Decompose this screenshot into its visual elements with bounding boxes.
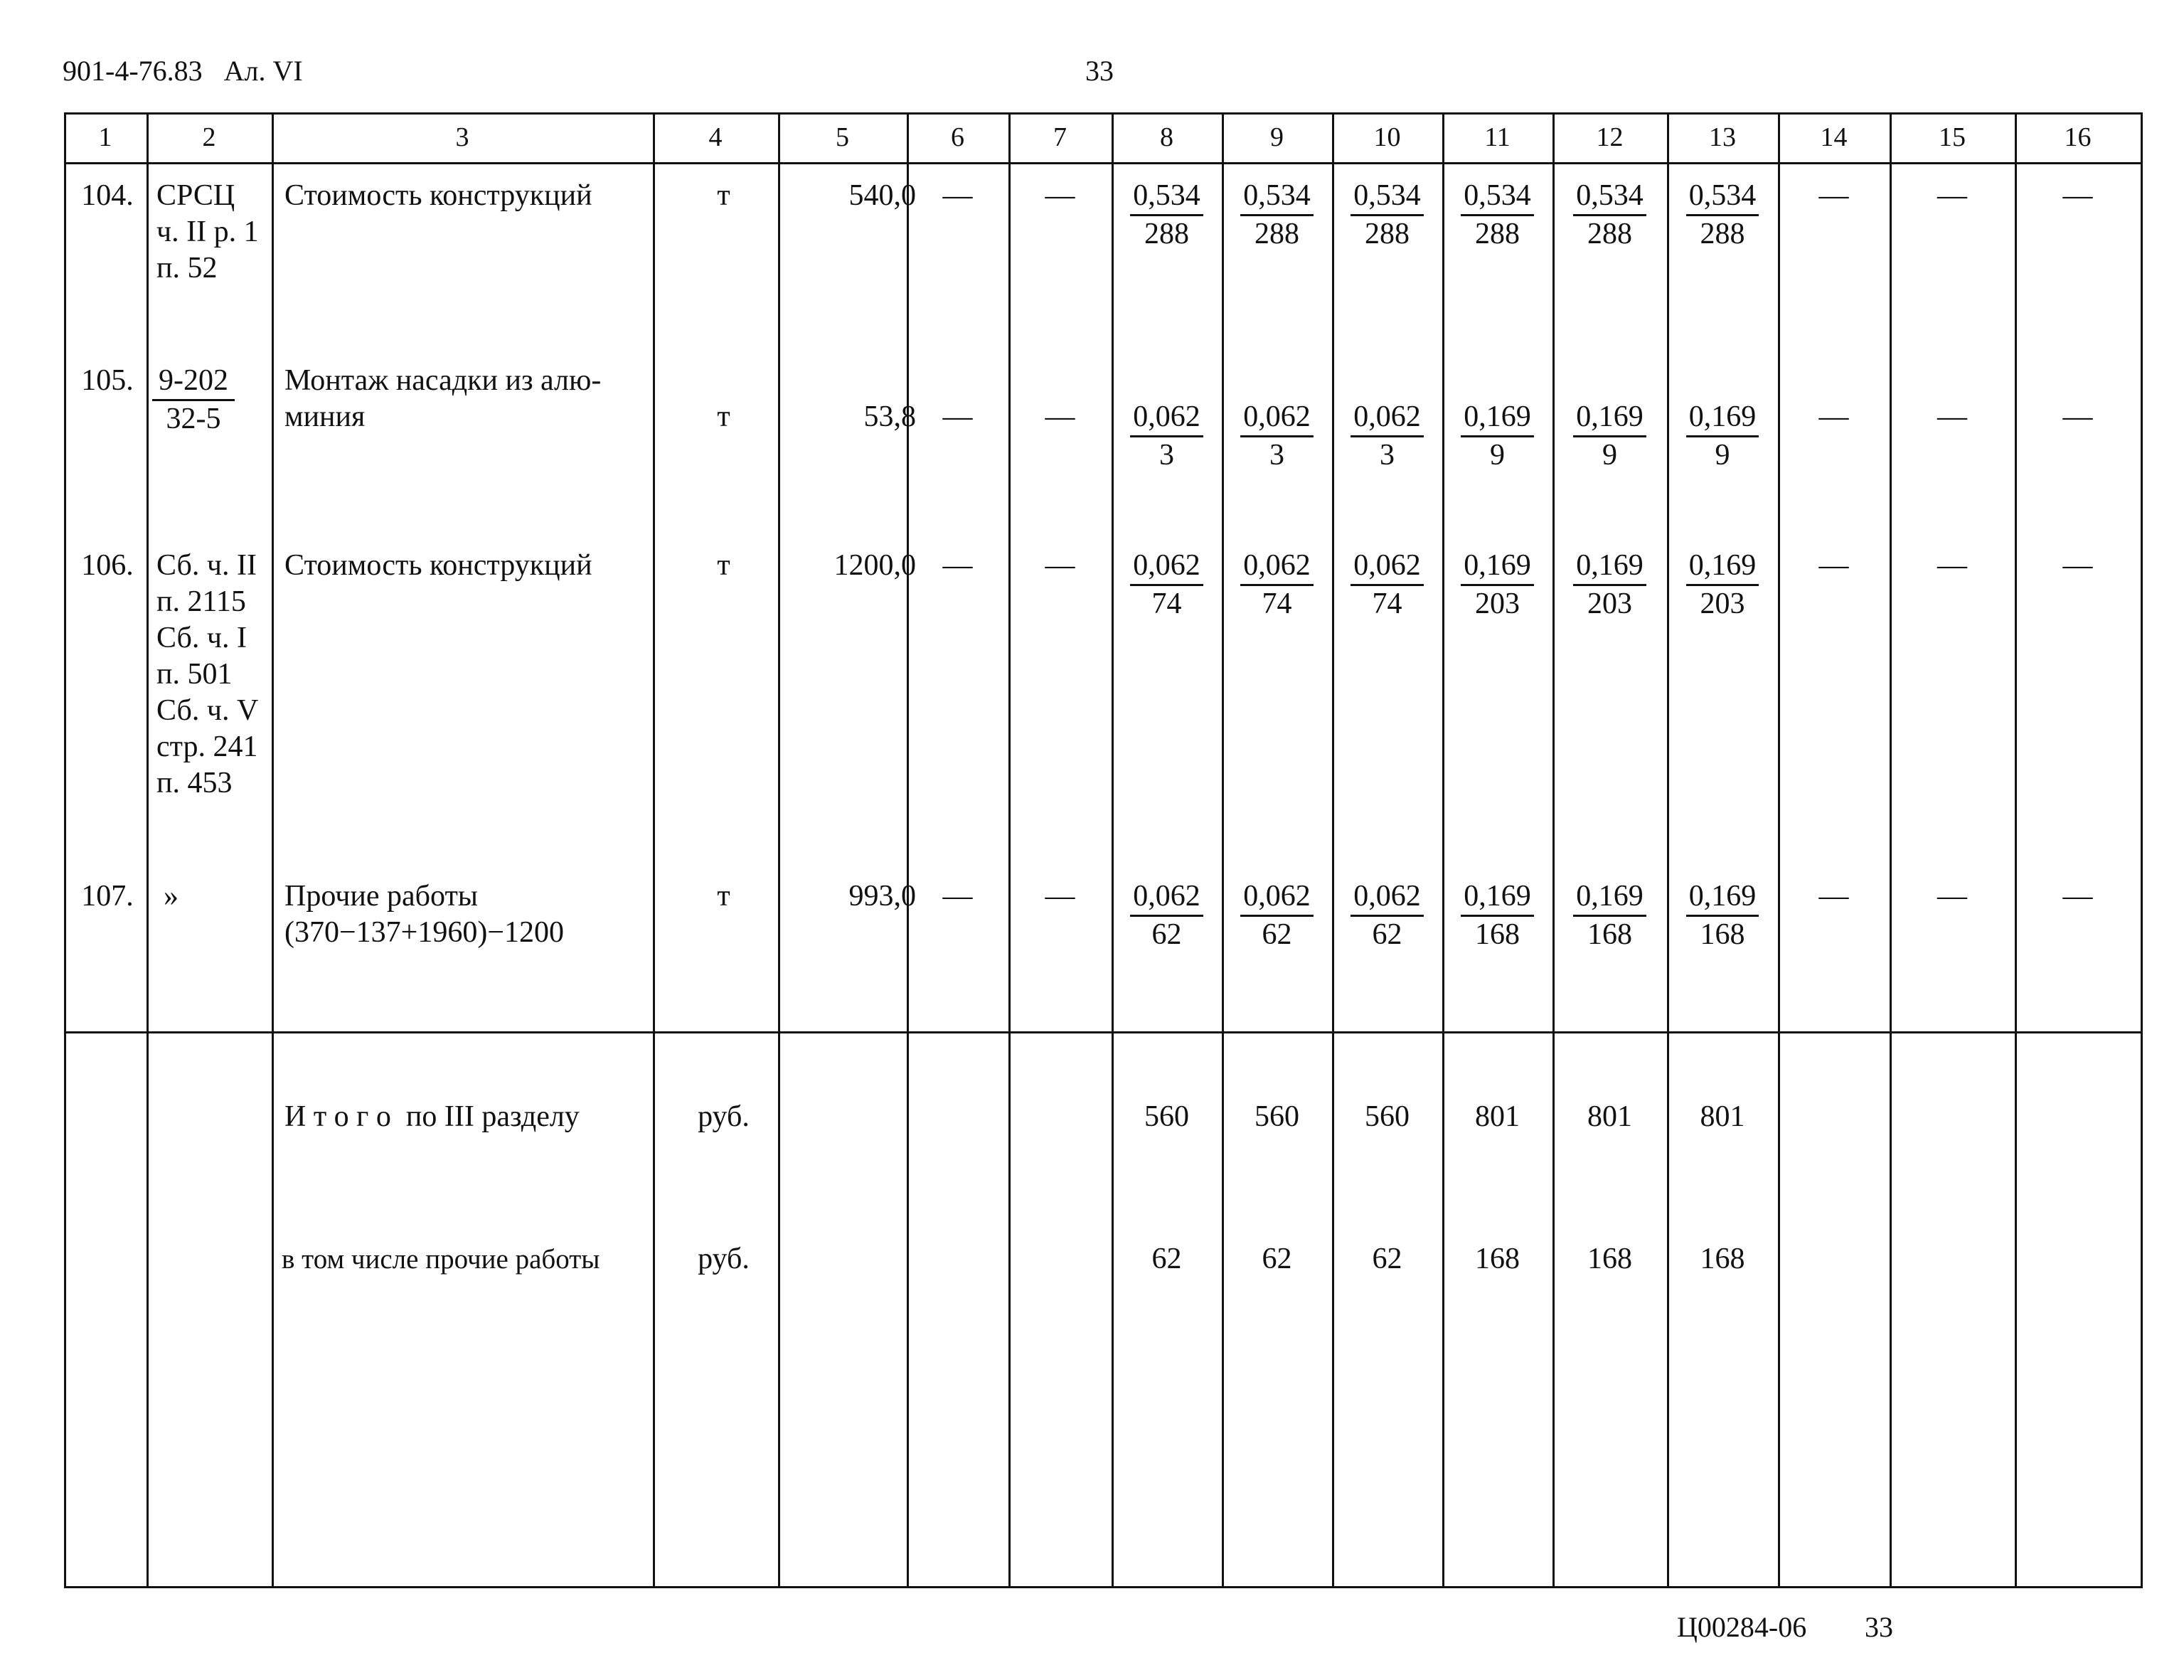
dash-col-7: — (1045, 400, 1075, 433)
column-rule-5 (907, 112, 909, 1588)
section-total-label: И т о г о по III разделу (284, 1100, 580, 1133)
fraction-numerator: 0,062 (1130, 399, 1203, 437)
fraction-numerator: 0,534 (1573, 178, 1646, 216)
column-header-13: 13 (1709, 122, 1736, 152)
fraction-denominator: 288 (1475, 218, 1520, 250)
norm-reference-bottom: 32-5 (166, 403, 221, 435)
fraction-denominator: 74 (1372, 588, 1402, 620)
work-description-line: (370−137+1960)−1200 (284, 916, 565, 949)
norm-reference-line: Сб. ч. II (156, 549, 257, 582)
cost-fraction-col-10 (1332, 548, 1442, 622)
quantity: 993,0 (848, 880, 916, 913)
column-rule-10 (1442, 112, 1444, 1588)
fraction-denominator: 9 (1490, 439, 1505, 472)
norm-reference-line: стр. 241 (156, 730, 258, 763)
quantity: 1200,0 (833, 549, 916, 582)
norm-reference-line: п. 52 (156, 252, 218, 285)
fraction-numerator: 0,062 (1351, 878, 1424, 917)
fraction-denominator: 288 (1255, 218, 1299, 250)
cost-fraction-col-8 (1112, 548, 1222, 622)
column-header-12: 12 (1596, 122, 1624, 152)
fraction-numerator: 0,169 (1461, 878, 1534, 917)
norm-reference-line: Сб. ч. I (156, 622, 247, 654)
cost-fraction-col-9 (1222, 178, 1332, 252)
dash-col-15: — (1937, 549, 1967, 582)
dash-col-14: — (1818, 179, 1849, 212)
unit-of-measure: т (717, 880, 730, 913)
total-value-col-13: 168 (1700, 1243, 1745, 1275)
quantity: 540,0 (848, 179, 916, 212)
dash-col-15: — (1937, 880, 1967, 913)
fraction-denominator: 3 (1159, 439, 1174, 472)
dash-col-16: — (2062, 400, 2093, 433)
work-description-line: Стоимость конструкций (284, 549, 592, 582)
column-rule-4 (778, 112, 780, 1588)
cost-fraction-col-12 (1552, 878, 1667, 953)
row-number: 107. (81, 880, 134, 913)
fraction-numerator: 0,169 (1461, 548, 1534, 586)
norm-reference-line: ч. II р. 1 (156, 216, 259, 248)
dash-col-14: — (1818, 880, 1849, 913)
dash-col-7: — (1045, 880, 1075, 913)
dash-col-6: — (942, 400, 973, 433)
unit-of-measure: т (717, 179, 730, 212)
dash-col-7: — (1045, 179, 1075, 212)
total-value-col-11: 801 (1475, 1100, 1520, 1133)
dash-col-15: — (1937, 179, 1967, 212)
total-value-col-8: 560 (1144, 1100, 1189, 1133)
dash-col-6: — (942, 880, 973, 913)
dash-col-7: — (1045, 549, 1075, 582)
cost-fraction-col-11 (1442, 178, 1552, 252)
norm-reference-line: п. 453 (156, 767, 233, 799)
table-bottom-border (64, 1586, 2143, 1588)
column-rule-12 (1667, 112, 1669, 1588)
column-rule-2 (272, 112, 274, 1588)
column-header-15: 15 (1939, 122, 1966, 152)
section-rule (64, 1031, 2143, 1033)
column-rule-16 (2141, 112, 2143, 1588)
column-rule-1 (147, 112, 149, 1588)
quantity: 53,8 (863, 400, 916, 433)
total-value-col-9: 560 (1255, 1100, 1299, 1133)
other-works-total-label: в том числе прочие работы (282, 1244, 600, 1275)
header-bottom-rule (64, 162, 2143, 164)
fraction-numerator: 0,534 (1130, 178, 1203, 216)
total-value-col-8: 62 (1151, 1243, 1182, 1275)
column-header-4: 4 (708, 122, 723, 152)
cost-fraction-col-8 (1112, 178, 1222, 252)
dash-col-14: — (1818, 400, 1849, 433)
cost-fraction-col-12 (1552, 178, 1667, 252)
column-rule-3 (653, 112, 655, 1588)
fraction-numerator: 0,169 (1686, 878, 1759, 917)
column-header-9: 9 (1270, 122, 1284, 152)
fraction-numerator: 0,169 (1686, 548, 1759, 586)
page-number: 33 (1085, 55, 1114, 87)
dash-col-16: — (2062, 880, 2093, 913)
fraction-denominator: 203 (1587, 588, 1632, 620)
column-header-16: 16 (2064, 122, 2092, 152)
fraction-denominator: 168 (1700, 918, 1745, 951)
document-code (63, 57, 303, 85)
fraction-numerator: 0,534 (1461, 178, 1534, 216)
fraction-numerator: 0,062 (1351, 399, 1424, 437)
total-value-col-12: 168 (1587, 1243, 1632, 1275)
total-value-col-10: 560 (1365, 1100, 1410, 1133)
column-rule-6 (1008, 112, 1011, 1588)
dash-col-16: — (2062, 549, 2093, 582)
fraction-denominator: 3 (1269, 439, 1284, 472)
fraction-numerator: 0,534 (1686, 178, 1759, 216)
cost-fraction-col-13 (1667, 878, 1778, 953)
dash-col-16: — (2062, 179, 2093, 212)
fraction-numerator: 0,169 (1573, 878, 1646, 917)
total-value-col-10: 62 (1372, 1243, 1402, 1275)
cost-fraction-col-9 (1222, 399, 1332, 474)
fraction-denominator: 62 (1262, 918, 1292, 951)
dash-col-6: — (942, 179, 973, 212)
fraction-numerator: 0,169 (1573, 548, 1646, 586)
work-description-line: Стоимость конструкций (284, 179, 592, 212)
fraction-numerator: 0,169 (1686, 399, 1759, 437)
norm-reference-line: СРСЦ (156, 179, 235, 212)
cost-fraction-col-9 (1222, 878, 1332, 953)
fraction-denominator: 74 (1262, 588, 1292, 620)
column-rule-11 (1552, 112, 1555, 1588)
cost-fraction-col-8 (1112, 399, 1222, 474)
fraction-numerator: 0,534 (1240, 178, 1314, 216)
fraction-denominator: 288 (1365, 218, 1410, 250)
column-rule-14 (1890, 112, 1892, 1588)
column-header-8: 8 (1160, 122, 1173, 152)
column-header-10: 10 (1373, 122, 1401, 152)
unit-of-measure: т (717, 400, 730, 433)
norm-reference-line: » (164, 880, 179, 913)
document-number: 901-4-76.83 (63, 55, 203, 87)
fraction-numerator: 0,062 (1240, 399, 1314, 437)
fraction-numerator: 0,062 (1130, 548, 1203, 586)
column-header-7: 7 (1053, 122, 1067, 152)
fraction-denominator: 168 (1475, 918, 1520, 951)
cost-fraction-col-8 (1112, 878, 1222, 953)
cost-fraction-col-12 (1552, 399, 1667, 474)
column-header-6: 6 (951, 122, 964, 152)
cost-fraction-col-10 (1332, 178, 1442, 252)
fraction-denominator: 288 (1144, 218, 1189, 250)
row-number: 104. (81, 179, 134, 212)
fraction-denominator: 62 (1372, 918, 1402, 951)
row-number: 106. (81, 549, 134, 582)
total-unit: руб. (698, 1243, 750, 1275)
footer-page-number: 33 (1865, 1611, 1893, 1643)
norm-reference-line: п. 501 (156, 658, 233, 691)
fraction-denominator: 3 (1380, 439, 1395, 472)
fraction-numerator: 0,534 (1351, 178, 1424, 216)
total-unit: руб. (698, 1100, 750, 1133)
cost-fraction-col-9 (1222, 548, 1332, 622)
fraction-denominator: 203 (1475, 588, 1520, 620)
cost-fraction-col-10 (1332, 878, 1442, 953)
column-rule-9 (1332, 112, 1334, 1588)
fraction-denominator: 288 (1700, 218, 1745, 250)
cost-fraction-col-11 (1442, 399, 1552, 474)
fraction-numerator: 0,169 (1573, 399, 1646, 437)
column-rule-13 (1778, 112, 1780, 1588)
column-rule-8 (1222, 112, 1224, 1588)
fraction-numerator: 0,062 (1240, 878, 1314, 917)
column-header-3: 3 (455, 122, 469, 152)
cost-fraction-col-10 (1332, 399, 1442, 474)
column-rule-0 (64, 112, 66, 1588)
norm-reference-line: п. 2115 (156, 585, 246, 618)
dash-col-15: — (1937, 400, 1967, 433)
cost-fraction-col-13 (1667, 178, 1778, 252)
dash-col-6: — (942, 549, 973, 582)
album-number: Ал. VI (223, 55, 303, 87)
fraction-denominator: 168 (1587, 918, 1632, 951)
fraction-numerator: 0,062 (1240, 548, 1314, 586)
cost-fraction-col-13 (1667, 399, 1778, 474)
fraction-denominator: 74 (1151, 588, 1182, 620)
dash-col-14: — (1818, 549, 1849, 582)
cost-fraction-col-12 (1552, 548, 1667, 622)
work-description-line: Монтаж насадки из алю- (284, 364, 602, 397)
column-header-2: 2 (202, 122, 216, 152)
work-description-line: Прочие работы (284, 880, 479, 913)
column-header-5: 5 (836, 122, 849, 152)
fraction-denominator: 9 (1602, 439, 1617, 472)
total-value-col-13: 801 (1700, 1100, 1745, 1133)
norm-reference (152, 363, 235, 437)
column-header-14: 14 (1820, 122, 1848, 152)
fraction-denominator: 288 (1587, 218, 1632, 250)
row-number: 105. (81, 364, 134, 397)
column-header-11: 11 (1484, 122, 1511, 152)
total-value-col-9: 62 (1262, 1243, 1292, 1275)
fraction-numerator: 0,169 (1461, 399, 1534, 437)
column-header-1: 1 (98, 122, 112, 152)
cost-fraction-col-11 (1442, 878, 1552, 953)
fraction-denominator: 9 (1715, 439, 1730, 472)
norm-reference-line: Сб. ч. V (156, 694, 259, 727)
fraction-numerator: 0,062 (1130, 878, 1203, 917)
cost-fraction-col-11 (1442, 548, 1552, 622)
work-description-line: миния (284, 400, 366, 433)
fraction-denominator: 62 (1151, 918, 1182, 951)
footer-code: Ц00284-06 (1677, 1611, 1807, 1643)
column-rule-7 (1112, 112, 1114, 1588)
norm-reference-top: 9-202 (152, 363, 235, 401)
fraction-denominator: 203 (1700, 588, 1745, 620)
cost-fraction-col-13 (1667, 548, 1778, 622)
total-value-col-11: 168 (1475, 1243, 1520, 1275)
column-rule-15 (2015, 112, 2017, 1588)
unit-of-measure: т (717, 549, 730, 582)
fraction-numerator: 0,062 (1351, 548, 1424, 586)
total-value-col-12: 801 (1587, 1100, 1632, 1133)
